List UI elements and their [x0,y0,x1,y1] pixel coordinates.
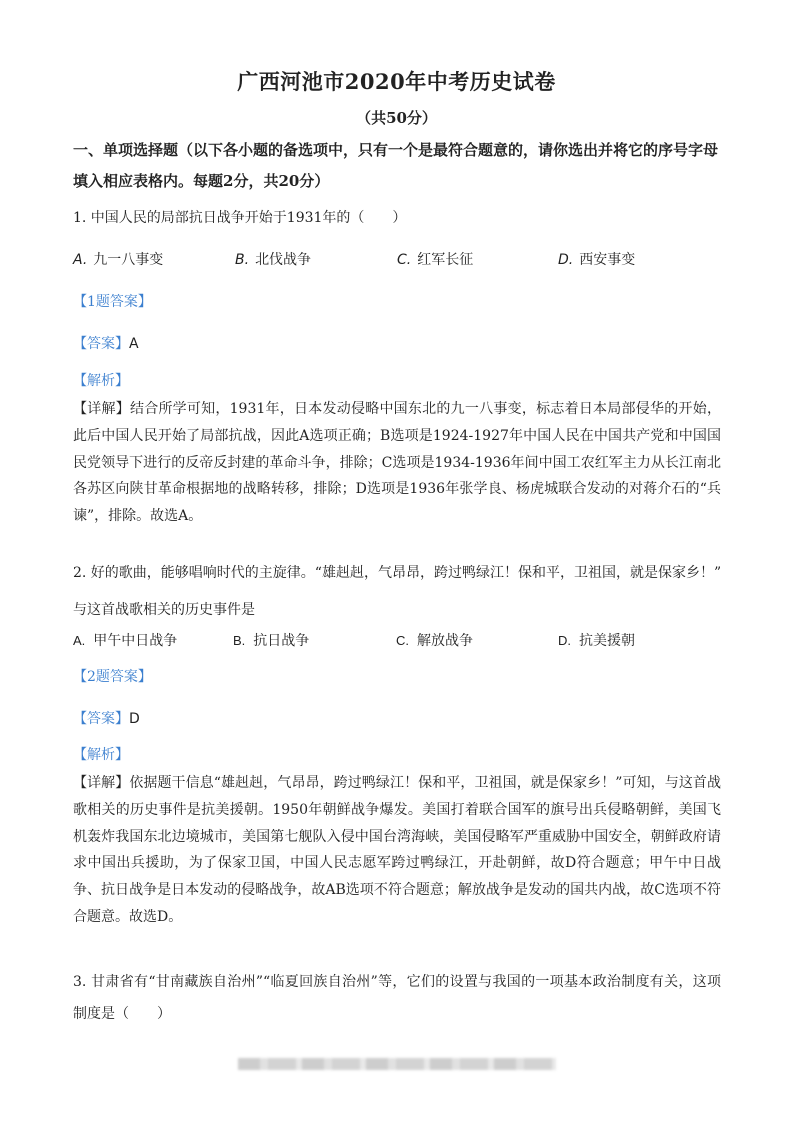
q2-option-d [558,630,635,650]
q2-answer-heading: 【2题答案】 [73,669,152,685]
q1-option-b [235,249,311,269]
q1-option-d [558,249,635,269]
question-1-stem: 1. 中国人民的局部抗日战争开始于1931年的（ ） [73,210,407,226]
q1-detail: 【详解】结合所学可知，1931年，日本发动侵略中国东北的九一八事变，标志着日本局部侵华的开始，此后中国人民开始了局部抗战，因此A选项正确；B选项是1924-1927年中国人民在中国共产党和中国国民党领导下进行的反帝反封建的革命斗争，排除；C选项是1934-1936年间中国工农红军主力从长江南北各苏区向陕甘革命根据地的战略转移，排除；D选项是1936年张学良、杨虎城联合发动的对蒋介石的“兵谏”，排除。故选A。 [73,401,721,525]
answer-label: 【答案】 [73,336,129,352]
option-letter: A. [73,633,86,648]
option-letter: B. [233,633,246,648]
option-text: 抗日战争 [253,633,310,649]
option-letter: C. [396,633,409,648]
option-text: 九一八事变 [93,252,164,268]
option-text: 北伐战争 [255,252,312,268]
answer-value: D [129,711,140,727]
option-text: 解放战争 [417,633,473,649]
option-letter: C. [397,252,412,268]
option-text: 抗美援朝 [579,633,635,649]
q2-answer [73,708,723,728]
q2-analysis-label: 【解析】 [73,747,129,763]
blurred-footer-watermark [238,1058,556,1070]
q2-detail: 【详解】依据题干信息“雄赳赳，气昂昂，跨过鸭绿江！保和平，卫祖国，就是保家乡！”可知，与这首战歌相关的历史事件是抗美援朝。1950年朝鲜战争爆发。美国打着联合国军的旗号出兵侵略朝鲜，美国飞机轰炸我国东北边境城市，美国第七舰队入侵中国台湾海峡，美国侵略军严重威胁中国安全，朝鲜政府请求中国出兵援助，为了保家卫国，中国人民志愿军跨过鸭绿江，开赴朝鲜，故D符合题意；甲午中日战争、抗日战争是日本发动的侵略战争，故AB选项不符合题意；解放战争是发动的国共内战，故C选项不符合题意。故选D。 [73,775,721,925]
answer-label: 【答案】 [73,711,129,727]
page-title: 广西河池市2020年中考历史试卷 [237,69,556,94]
q2-option-c [396,630,473,650]
option-letter: D. [558,633,571,648]
option-text: 甲午中日战争 [93,633,178,649]
q1-option-c [397,249,473,269]
question-2-stem-line2: 与这首战歌相关的历史事件是 [73,602,255,618]
option-letter: D. [558,252,574,268]
answer-value: A [129,336,139,352]
q2-option-a [73,630,177,650]
q1-analysis-label: 【解析】 [73,373,129,389]
q2-option-b [233,630,309,650]
q1-answer-heading: 【1题答案】 [73,294,152,310]
page-subtitle: （共50分） [356,109,437,127]
question-2-stem-line1: 2. 好的歌曲，能够唱响时代的主旋律。“雄赳赳，气昂昂，跨过鸭绿江！保和平，卫祖国，就是保家乡！” [73,565,722,581]
q1-option-a [73,249,163,269]
option-letter: A. [73,252,88,268]
option-letter: B. [235,252,250,268]
option-text: 红军长征 [417,252,474,268]
option-text: 西安事变 [579,252,636,268]
section-heading: 一、单项选择题（以下各小题的备选项中，只有一个是最符合题意的，请你选出并将它的序号字母填入相应表格内。每题2分，共20分） [73,141,719,190]
q1-answer [73,333,723,353]
question-3-stem: 3. 甘肃省有“甘南藏族自治州”“临夏回族自治州”等，它们的设置与我国的一项基本政治制度有关，这项制度是（ ） [73,974,721,1022]
